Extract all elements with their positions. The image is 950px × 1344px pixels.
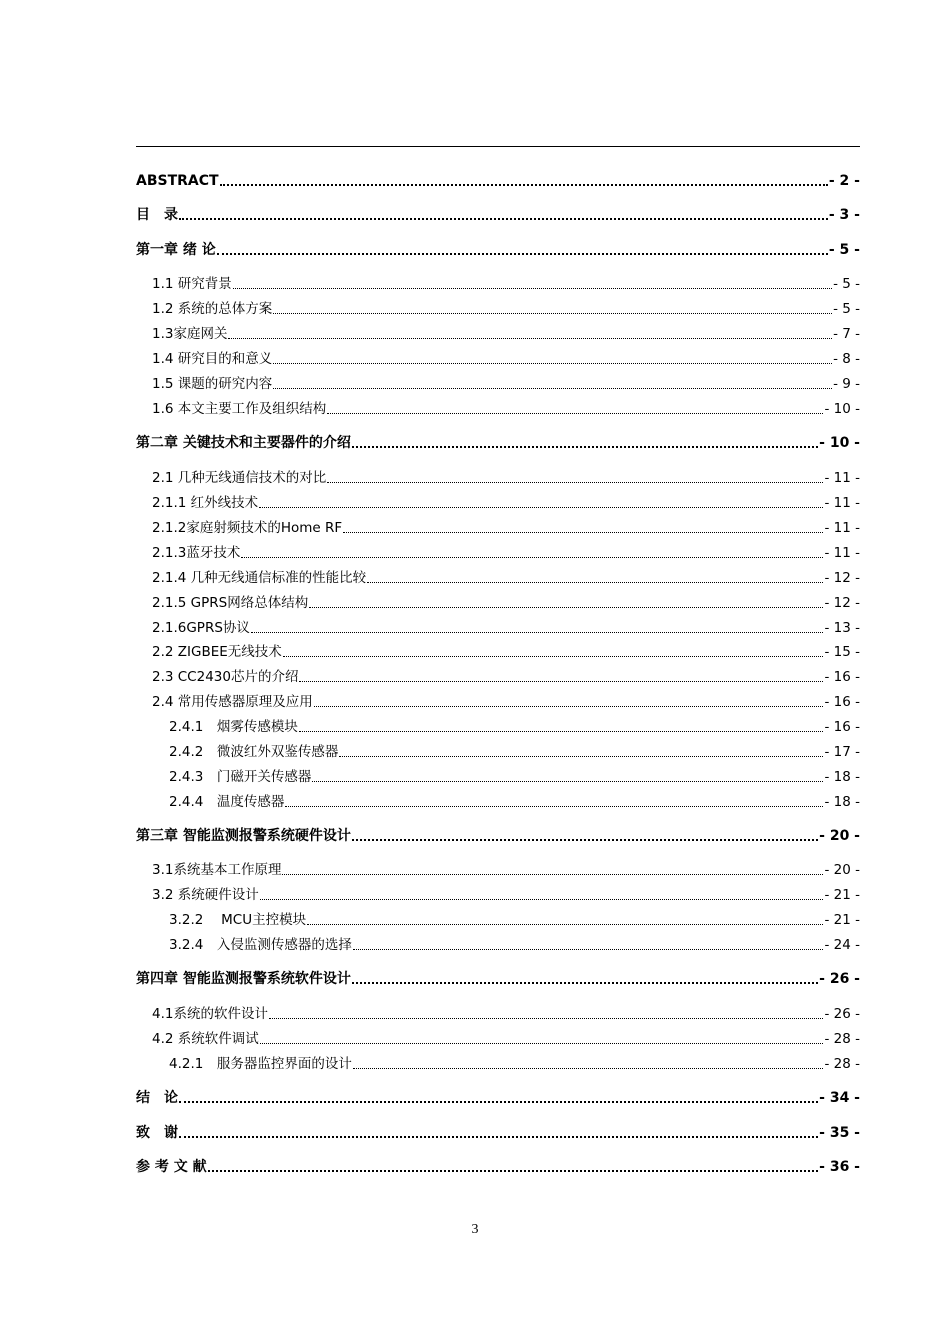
toc-entry[interactable] [152, 544, 860, 562]
toc-entry-title: 2.3 CC2430芯片的介绍 [152, 669, 299, 685]
toc-entry[interactable] [152, 569, 860, 587]
dot-leader [312, 781, 823, 782]
toc-entry-title: 1.6 本文主要工作及组织结构 [152, 401, 327, 417]
toc-entry[interactable] [136, 434, 860, 452]
toc-entry-title: 1.3家庭网关 [152, 326, 228, 342]
toc-entry-title: 2.4.1 烟雾传感模块 [169, 719, 298, 735]
toc-entry-title: 4.2 系统软件调试 [152, 1031, 259, 1047]
toc-entry-page: - 5 - [833, 301, 860, 317]
dot-leader [251, 632, 824, 633]
toc-entry-title: 4.2.1 服务器监控界面的设计 [169, 1056, 352, 1072]
dot-leader [208, 1170, 819, 1172]
toc-entry[interactable] [169, 768, 860, 786]
toc-entry-title: 3.2 系统硬件设计 [152, 887, 259, 903]
toc-entry-title: 4.1系统的软件设计 [152, 1006, 268, 1022]
toc-entry-title: 2.4.4 温度传感器 [169, 794, 285, 810]
toc-entry-title: 参 考 文 献 [136, 1159, 207, 1175]
dot-leader [327, 413, 823, 414]
toc-entry-page: - 24 - [824, 937, 860, 953]
toc-entry-page: - 11 - [824, 495, 860, 511]
toc-entry[interactable] [169, 743, 860, 761]
toc-entry-page: - 36 - [819, 1159, 860, 1175]
toc-entry-title: 2.1.1 红外线技术 [152, 495, 259, 511]
toc-entry-page: - 3 - [828, 207, 860, 223]
toc-entry-page: - 16 - [824, 694, 860, 710]
toc-entry-page: - 34 - [819, 1090, 860, 1106]
dot-leader [220, 184, 828, 186]
dot-leader [179, 1136, 818, 1138]
toc-entry-title: 3.2.4 入侵监测传感器的选择 [169, 937, 352, 953]
toc-entry-title: 2.4.3 门磁开关传感器 [169, 769, 312, 785]
toc-entry-title: 1.1 研究背景 [152, 276, 232, 292]
toc-entry[interactable] [136, 970, 860, 988]
toc-entry-page: - 5 - [833, 276, 860, 292]
toc-entry-page: - 21 - [824, 912, 860, 928]
dot-leader [273, 388, 832, 389]
toc-entry[interactable] [136, 827, 860, 845]
toc-entry[interactable] [152, 886, 860, 904]
dot-leader [339, 756, 823, 757]
toc-entry-page: - 11 - [824, 470, 860, 486]
dot-leader [282, 874, 823, 875]
toc-entry-title: 2.1.4 几种无线通信标准的性能比较 [152, 570, 367, 586]
toc-entry-page: - 11 - [824, 545, 860, 561]
dot-leader [259, 507, 823, 508]
toc-entry-page: - 11 - [824, 520, 860, 536]
toc-entry[interactable] [152, 300, 860, 318]
dot-leader [352, 446, 818, 448]
toc-entry-title: 第三章 智能监测报警系统硬件设计 [136, 828, 351, 844]
toc-entry[interactable] [169, 1055, 860, 1073]
toc-entry-page: - 16 - [824, 669, 860, 685]
dot-leader [352, 839, 818, 841]
toc-entry-page: - 5 - [828, 242, 860, 258]
toc-entry[interactable] [152, 469, 860, 487]
toc-entry[interactable] [152, 1005, 860, 1023]
toc-entry-page: - 9 - [833, 376, 860, 392]
toc-entry-title: 3.1系统基本工作原理 [152, 862, 282, 878]
toc-entry-title: 致 谢 [136, 1125, 178, 1141]
toc-entry-page: - 20 - [824, 862, 860, 878]
dot-leader [299, 731, 824, 732]
toc-entry[interactable] [136, 1089, 860, 1107]
toc-entry-title: 第四章 智能监测报警系统软件设计 [136, 971, 351, 987]
toc-entry[interactable] [152, 494, 860, 512]
dot-leader [179, 218, 828, 220]
toc-entry[interactable] [169, 936, 860, 954]
toc-entry-title: 2.1.6GPRS协议 [152, 620, 250, 636]
dot-leader [179, 1101, 818, 1103]
dot-leader [228, 338, 832, 339]
toc-entry-page: - 17 - [824, 744, 860, 760]
toc-entry[interactable] [152, 1030, 860, 1048]
toc-entry-title: 2.4 常用传感器原理及应用 [152, 694, 313, 710]
toc-entry-title: 第二章 关键技术和主要器件的介绍 [136, 435, 351, 451]
toc-entry[interactable] [169, 793, 860, 811]
toc-entry-title: 2.1 几种无线通信技术的对比 [152, 470, 327, 486]
page-number: 3 [471, 1222, 479, 1237]
toc-entry[interactable] [152, 619, 860, 637]
toc-entry-title: 2.1.3蓝牙技术 [152, 545, 241, 561]
dot-leader [283, 656, 824, 657]
toc-entry[interactable] [152, 519, 860, 537]
dot-leader [260, 1043, 824, 1044]
toc-entry-page: - 12 - [824, 570, 860, 586]
toc-entry[interactable] [136, 206, 860, 224]
dot-leader [353, 949, 824, 950]
toc-entry-title: 目 录 [136, 207, 178, 223]
toc-entry-page: - 20 - [819, 828, 860, 844]
toc-entry[interactable] [152, 375, 860, 393]
toc-entry-title: 2.4.2 微波红外双鉴传感器 [169, 744, 339, 760]
dot-leader [352, 982, 818, 984]
toc-entry-title: 3.2.2 MCU主控模块 [169, 912, 307, 928]
toc-entry-title: 结 论 [136, 1090, 178, 1106]
toc-entry-page: - 16 - [824, 719, 860, 735]
toc-entry[interactable] [152, 350, 860, 368]
toc-entry[interactable] [152, 594, 860, 612]
toc-entry[interactable] [169, 911, 860, 929]
dot-leader [217, 253, 828, 255]
toc-entry-title: 2.1.5 GPRS网络总体结构 [152, 595, 309, 611]
toc-entry-page: - 28 - [824, 1031, 860, 1047]
toc-entry-page: - 18 - [824, 794, 860, 810]
toc-entry-page: - 7 - [833, 326, 860, 342]
dot-leader [269, 1018, 824, 1019]
dot-leader [314, 706, 824, 707]
toc-entry[interactable] [136, 1124, 860, 1142]
dot-leader [299, 681, 823, 682]
toc-entry-title: 1.2 系统的总体方案 [152, 301, 273, 317]
toc-entry-page: - 2 - [828, 173, 860, 189]
toc-entry-page: - 28 - [824, 1056, 860, 1072]
dot-leader [273, 363, 832, 364]
dot-leader [307, 924, 823, 925]
toc-entry[interactable] [152, 693, 860, 711]
dot-leader [343, 532, 823, 533]
toc-entry-title: 1.4 研究目的和意义 [152, 351, 273, 367]
dot-leader [285, 806, 823, 807]
toc-entry[interactable] [152, 643, 860, 661]
toc-entry[interactable] [136, 1158, 860, 1176]
toc-entry-title: 1.5 课题的研究内容 [152, 376, 273, 392]
dot-leader [353, 1068, 824, 1069]
dot-leader [260, 899, 824, 900]
dot-leader [241, 557, 823, 558]
toc-entry-title: 2.2 ZIGBEE无线技术 [152, 644, 282, 660]
toc-entry-title: ABSTRACT [136, 173, 219, 189]
toc-entry-page: - 10 - [824, 401, 860, 417]
toc-entry[interactable] [136, 172, 860, 190]
toc-entry[interactable] [152, 325, 860, 343]
toc-entry-title: 第一章 绪 论 [136, 242, 216, 258]
toc-entry[interactable] [169, 718, 860, 736]
dot-leader [327, 482, 823, 483]
toc-entry-page: - 10 - [819, 435, 860, 451]
toc-entry[interactable] [152, 400, 860, 418]
toc-entry-page: - 13 - [824, 620, 860, 636]
toc-entry[interactable] [152, 861, 860, 879]
toc-entry-page: - 26 - [824, 1006, 860, 1022]
toc-entry-page: - 15 - [824, 644, 860, 660]
dot-leader [273, 313, 832, 314]
toc-entry-page: - 12 - [824, 595, 860, 611]
toc-entry[interactable] [152, 668, 860, 686]
toc-entry-page: - 35 - [819, 1125, 860, 1141]
toc-entry[interactable] [136, 241, 860, 259]
dot-leader [233, 288, 832, 289]
toc-entry-page: - 8 - [833, 351, 860, 367]
dot-leader [309, 607, 823, 608]
toc-entry-page: - 18 - [824, 769, 860, 785]
toc-entry-page: - 26 - [819, 971, 860, 987]
toc-entry-title: 2.1.2家庭射频技术的Home RF [152, 520, 343, 536]
toc-entry-page: - 21 - [824, 887, 860, 903]
dot-leader [367, 582, 823, 583]
toc-entry[interactable] [152, 275, 860, 293]
